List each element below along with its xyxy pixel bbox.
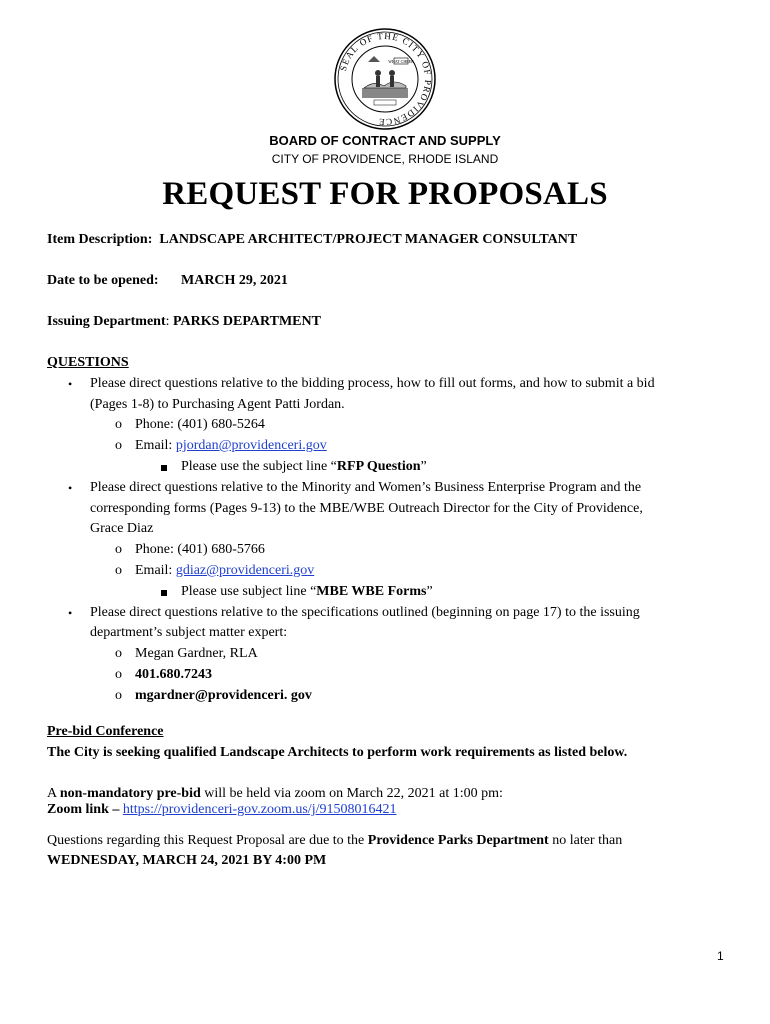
prebid-pre: A [47, 786, 60, 801]
q3-text-line2: department’s subject matter expert: [90, 625, 288, 640]
questions-due-pre: Questions regarding this Request Proposal are due to the [47, 833, 368, 848]
q3-phone: 401.680.7243 [135, 667, 212, 682]
q1-text-line1: Please direct questions relative to the bidding process, how to fill out forms, and how to submit a bid [90, 376, 655, 391]
q1-subject-post: ” [420, 459, 427, 474]
q2-phone: Phone: (401) 680-5766 [135, 542, 265, 557]
questions-due-line [47, 832, 622, 850]
questions-heading: QUESTIONS [47, 355, 129, 370]
circle-bullet-icon: o [115, 688, 122, 703]
city-seal-logo [334, 28, 436, 130]
circle-bullet-icon: o [115, 438, 122, 453]
bullet-disc-icon: • [68, 377, 73, 391]
date-opened-row [47, 272, 159, 290]
item-description-label: Item Description: [47, 232, 153, 247]
q1-subject-pre: Please use the subject line “ [181, 459, 337, 474]
q2-text-line2: corresponding forms (Pages 9-13) to the MBE/WBE Outreach Director for the City of Providence, [90, 501, 643, 516]
date-opened-label: Date to be opened: [47, 273, 159, 288]
city-subheading: CITY OF PROVIDENCE, RHODE ISLAND [271, 152, 499, 166]
circle-bullet-icon: o [115, 542, 122, 557]
zoom-link[interactable]: https://providenceri-gov.zoom.us/j/91508016421 [122, 802, 397, 817]
questions-due-bold: Providence Parks Department [367, 833, 549, 848]
item-description-row [47, 231, 577, 249]
circle-bullet-icon: o [115, 417, 122, 432]
zoom-link-label: Zoom link – [47, 802, 123, 817]
q2-email-link[interactable]: gdiaz@providenceri.gov [175, 563, 315, 578]
q1-email-link[interactable]: pjordan@providenceri.gov [175, 438, 327, 453]
page-number: 1 [717, 949, 724, 963]
zoom-link-row [47, 801, 396, 819]
page-title: REQUEST FOR PROPOSALS [162, 176, 608, 212]
prebid-heading: Pre-bid Conference [47, 724, 164, 739]
bullet-disc-icon: • [68, 481, 73, 495]
q3-contact-name: Megan Gardner, RLA [135, 646, 258, 661]
q1-subject-line [181, 458, 427, 476]
q1-phone: Phone: (401) 680-5264 [135, 417, 265, 432]
circle-bullet-icon: o [115, 563, 122, 578]
q2-subject-line [181, 583, 433, 601]
issuing-department-colon: : [165, 314, 174, 329]
circle-bullet-icon: o [115, 667, 122, 682]
issuing-department-label: Issuing Department [47, 314, 166, 329]
email-label: Email: [135, 563, 176, 578]
date-opened-value: MARCH 29, 2021 [181, 273, 288, 288]
q3-email: mgardner@providenceri. gov [135, 688, 312, 703]
square-bullet-icon [161, 460, 167, 478]
prebid-bold: non-mandatory pre-bid [59, 786, 201, 801]
square-bullet-icon [161, 585, 167, 603]
q2-text-line3: Grace Diaz [90, 521, 154, 536]
issuing-department-row [47, 313, 321, 331]
q2-subject-pre: Please use subject line “ [181, 584, 317, 599]
circle-bullet-icon: o [115, 646, 122, 661]
item-description-value: LANDSCAPE ARCHITECT/PROJECT MANAGER CONSULTANT [159, 232, 578, 247]
bullet-disc-icon: • [68, 606, 73, 620]
q2-text-line1: Please direct questions relative to the Minority and Women’s Business Enterprise Program and the [90, 480, 642, 495]
q1-subject-bold: RFP Question [336, 459, 421, 474]
questions-due-post: no later than [548, 833, 623, 848]
q2-subject-post: ” [426, 584, 433, 599]
svg-text:WHAT CHEER: WHAT CHEER [388, 59, 414, 64]
prebid-post: will be held via zoom on March 22, 2021 at 1:00 pm: [200, 786, 503, 801]
deadline-text: WEDNESDAY, MARCH 24, 2021 BY 4:00 PM [47, 853, 327, 868]
email-label: Email: [135, 438, 176, 453]
board-heading: BOARD OF CONTRACT AND SUPPLY [269, 133, 501, 148]
q1-email-row [135, 437, 327, 455]
q1-text-line2: (Pages 1-8) to Purchasing Agent Patti Jordan. [90, 397, 345, 412]
q2-email-row [135, 562, 314, 580]
q3-text-line1: Please direct questions relative to the specifications outlined (beginning on page 17) to the issuing [90, 605, 640, 620]
svg-text:SEAL OF THE CITY OF PROVIDENCE: SEAL OF THE CITY OF PROVIDENCE [337, 30, 434, 128]
issuing-department-value: PARKS DEPARTMENT [173, 314, 321, 329]
q2-subject-bold: MBE WBE Forms [316, 584, 427, 599]
prebid-seeking-text: The City is seeking qualified Landscape Architects to perform work requirements as listed below. [47, 745, 628, 760]
